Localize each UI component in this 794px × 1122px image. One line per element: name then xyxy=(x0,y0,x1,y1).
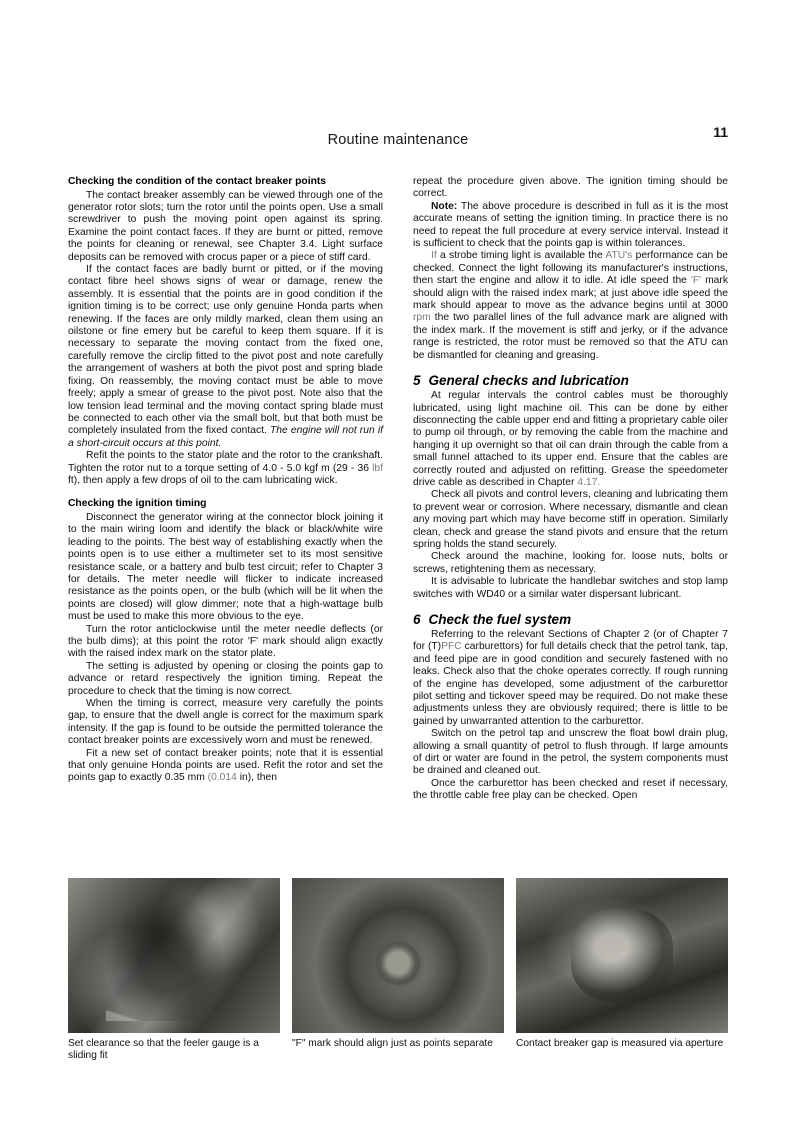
paragraph xyxy=(413,250,728,362)
paragraph-emphasis: The engine will not run if a short-circuit occurs at this point. xyxy=(68,425,383,449)
paragraph-faint-text: rpm xyxy=(413,312,431,324)
paragraph-text: carburettors) for full details check that the petrol tank, tap, and feed pipe are in good condition and securely fastened with no leaks. Check also that the choke operates correctly. If rough running of the engine has developed, some adjustment of the carburettor pilot setting and tickover speed may be required. Do not make these adjustments unless they are obviously required; there is little to be gained by unwarranted attention to the carburettor. xyxy=(413,641,729,727)
paragraph-faint-text: ATU's xyxy=(605,250,633,262)
paragraph xyxy=(68,748,383,785)
paragraph: Switch on the petrol tap and unscrew the float bowl drain plug, allowing a small quantity of petrol to flush through. If large amounts of dirt or water are found in the petrol, the system components must be drained and cleaned out. xyxy=(413,728,728,777)
paragraph-text: the two parallel lines of the full advance mark are aligned with the index mark. If the movement is stiff and jerky, or if the advance range is restricted, the rotor must be removed so that the ATU can be dismantled for cleaning and greasing. xyxy=(413,312,728,361)
section-title: General checks and lubrication xyxy=(428,373,629,389)
figure-caption: Contact breaker gap is measured via aperture xyxy=(516,1038,724,1049)
heading-checking-contact-breaker-points: Checking the condition of the contact breaker points xyxy=(68,176,327,187)
section-heading-check-fuel-system xyxy=(413,612,728,627)
photo-feeler-gauge xyxy=(68,878,280,1033)
figure-f-mark xyxy=(292,878,504,1063)
page-header xyxy=(68,124,728,162)
paragraph xyxy=(68,450,383,487)
paragraph-text: At regular intervals the control cables must be thoroughly lubricated, using light machine oil. This can be done by either disconnecting the cable upper end and fitting a proprietary cable oiler to pump oil through, or by removing the cable from the machine and hanging it up overnight so that oil can drain through the cable from a small funnel attached to its upper end. Ensure that the cables are correctly routed and adjusted on refitting. Grease the speedometer drive cable as described in Chapter xyxy=(413,390,728,488)
paragraph-text: ft), then apply a few drops of oil to the cam lubricating wick. xyxy=(68,474,338,486)
paragraph: The setting is adjusted by opening or closing the points gap to advance or retard respectively the ignition timing. Repeat the procedure to check that the timing is now correct. xyxy=(68,660,383,697)
text-columns xyxy=(68,176,728,803)
paragraph: repeat the procedure given above. The ignition timing should be correct. xyxy=(413,176,728,200)
figure-image xyxy=(68,878,280,1033)
paragraph-text: Referring to the relevant Sections of Chapter 2 (or of Chapter 7 for (T) xyxy=(413,629,728,653)
paragraph-text: performance can be checked. Connect the light following its manufacturer's instructions, then start the engine and allow it to idle. At idle speed the xyxy=(413,250,728,287)
section-heading-general-checks xyxy=(413,373,728,388)
figure-feeler-gauge xyxy=(68,878,280,1063)
paragraph-text: Fit a new set of contact breaker points; note that it is essential that only genuine Honda points are used. Refit the rotor and set the points gap to exactly 0.35 mm xyxy=(68,747,383,784)
paragraph-faint-text: If xyxy=(431,250,437,262)
figure-contact-breaker-gap xyxy=(516,878,728,1063)
figure-caption: "F" mark should align just as points separate xyxy=(292,1038,493,1049)
paragraph-text: a strobe timing light is available the xyxy=(436,250,606,262)
paragraph-faint-text: 4.17. xyxy=(577,476,601,488)
left-column xyxy=(68,176,383,803)
paragraph-text: If the contact faces are badly burnt or pitted, or if the moving contact fibre heel shows signs of wear or damage, renew the assembly. It is essential that the points are in good condition if the ignition timing is to be correct; use only genuine Honda parts when renewing. If the faces are only mildly marked, clean them using an oilstone or fine emery but be careful to keep them square. If it is necessary to separate the moving contact from the fixed one, carefully remove the circlip fitted to the pivot post and note carefully the arrangement of washers at both the pivot post and spring blade fixing. On reassembly, the moving contact must be able to move freely; apply a smear of grease to the pivot post. Note also that the low tension lead terminal and the moving contact spring blade must be connected to each other via the small bolt, but that both must be completely insulated from the fixed contact. xyxy=(68,264,383,437)
paragraph-faint-text: 'F' xyxy=(690,275,702,287)
section-number: 6 xyxy=(413,612,421,627)
paragraph-faint-text: lbf xyxy=(372,462,383,474)
page-content xyxy=(68,124,729,803)
paragraph-text: Refit the points to the stator plate and the rotor to the crankshaft. Tighten the rotor nut to a torque setting of 4.0 - 5.0 kgf m (29 - 36 xyxy=(68,450,383,474)
paragraph-text: in), then xyxy=(236,772,277,784)
note-text: The above procedure is described in full as it is the most accurate means of setting the ignition timing. In practice there is no need to repeat the full procedure at every service interval. Instead it is sufficient to check that the points gap is within tolerances. xyxy=(413,200,728,250)
paragraph xyxy=(68,264,383,450)
note-label: Note: xyxy=(431,200,458,212)
figure-image xyxy=(516,878,728,1033)
photo-contact-breaker-gap xyxy=(516,878,728,1033)
paragraph-faint-text: (0.014 xyxy=(207,772,237,784)
paragraph-text: mark should align with the raised index mark; at just above idle speed the mark should appear to move as the advance begins until at 3000 xyxy=(413,275,728,312)
figure-image xyxy=(292,878,504,1033)
paragraph-note xyxy=(413,201,728,251)
paragraph: When the timing is correct, measure very carefully the points gap, to ensure that the dwell angle is correct for the maximum spark intensity. If the gap is found to be outside the permitted tolerance the contact breaker points are excessively worn and must be renewed. xyxy=(68,698,383,747)
paragraph: It is advisable to lubricate the handlebar switches and stop lamp switches with WD40 or a similar water dispersant lubricant. xyxy=(413,576,728,600)
running-head: Routine maintenance xyxy=(327,132,469,148)
paragraph: The contact breaker assembly can be viewed through one of the generator rotor slots; turn the rotor until the points open. Use a small screwdriver to push the moving point open against its spring. Examine the point contact faces. If they are burnt or pitted, remove the points for cleaning or renewal, see Chapter 3.4. Light surface deposits can be removed with crocus paper or a piece of stiff card. xyxy=(68,189,383,263)
section-number: 5 xyxy=(413,373,421,389)
paragraph-faint-text: PFC xyxy=(441,641,462,653)
paragraph: Turn the rotor anticlockwise until the meter needle deflects (or the bulb dims); at this point the rotor 'F' mark should align exactly with the raised index mark on the stator plate. xyxy=(68,623,383,660)
paragraph: Once the carburettor has been checked and reset if necessary, the throttle cable free play can be checked. Open xyxy=(413,777,728,802)
figure-row xyxy=(68,878,728,1063)
paragraph: Check around the machine, looking for. loose nuts, bolts or screws, retightening them as necessary. xyxy=(413,551,728,575)
paragraph: Check all pivots and control levers, cleaning and lubricating them to prevent wear or corrosion. Where necessary, dismantle and clean any moving part which may have become stiff in operation. Similarly clean, check and grease the stand pivots and ensure that the return spring holds the stand securely. xyxy=(413,489,728,550)
right-column xyxy=(413,176,728,803)
section-title: Check the fuel system xyxy=(428,612,572,627)
figure-caption: Set clearance so that the feeler gauge is a sliding fit xyxy=(68,1038,259,1062)
paragraph xyxy=(413,629,728,728)
paragraph: Disconnect the generator wiring at the connector block joining it to the main wiring loom and identify the black or black/white wire leading to the points. The best way of establishing exactly when the points open is to use either a multimeter set to its most sensitive resistance scale, or a battery and bulb test circuit; refer to Chapter 3 for details. The meter needle will flicker to indicate increased resistance as the points open, or the bulb (which will be lit when the points are closed) will glow dimmer; note that a high-wattage bulb must be used to make this more obvious to the eye. xyxy=(68,511,383,623)
page-number: 11 xyxy=(713,124,728,140)
paragraph xyxy=(413,390,728,489)
photo-f-mark xyxy=(292,878,504,1033)
heading-checking-ignition-timing: Checking the ignition timing xyxy=(68,498,207,510)
